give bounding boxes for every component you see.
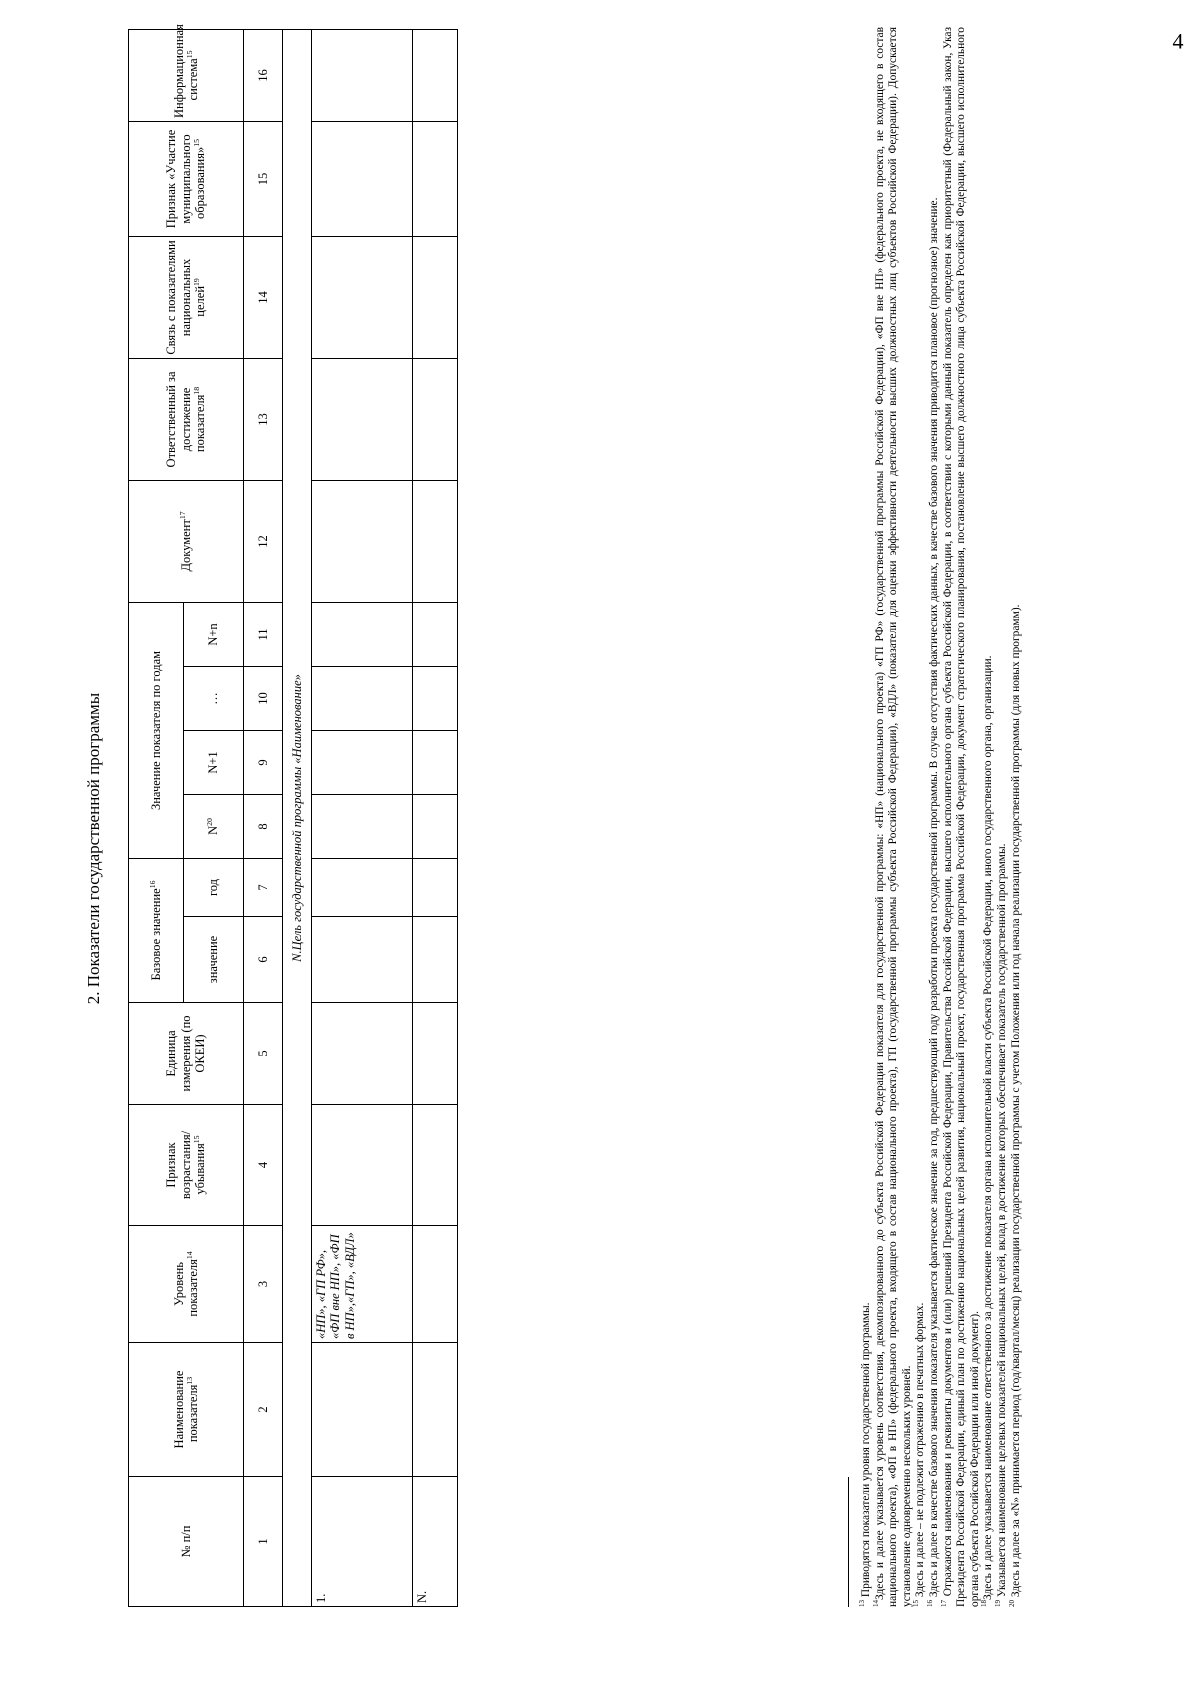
table-cell [312, 602, 413, 666]
footnote: $^{14}$Здесь и далее указывается уровень соответствия, декомпозированного до субъекта Российской Федерации показателя для государственной программы: «НП» (национального проекта) «ГП РФ» (государственной программы Российской Федерации), «ФП вне НП» (федерального проекта, не входящего в состав национального проекта), «ФП в НП» (федерального проекта, входящего в состав национального проекта), ГП (государственной программы субъекта Российской Федерации), «ВДЛ» (показатели для оценки эффективности деятельности высших должностных лиц субъектов Российской Федерации). Допускается установление одновременно нескольких уровней. [871, 27, 913, 1607]
table-cell [312, 29, 413, 121]
header-name: Наименование показателя$^{13}$ [129, 1343, 244, 1477]
header-unit: Единица измерения (по ОКЕИ) [129, 1003, 244, 1105]
table-row [312, 29, 413, 1606]
header-infosys: Информационная система$^{15}$ [129, 29, 244, 121]
header-municipal: Признак «Участие муниципального образования»$^{15}$ [129, 121, 244, 236]
table-cell [312, 858, 413, 916]
table-cell [312, 1343, 413, 1477]
footnote-separator [848, 1477, 849, 1607]
header-years-group: Значение показателя по годам [129, 602, 184, 858]
footnote: $^{13}$ Приводятся показатели уровня государственной программы. [858, 1302, 872, 1607]
indicator-level-cell [413, 1226, 458, 1343]
column-number: 15 [244, 121, 283, 236]
footnote: $^{18}$Здесь и далее указывается наименование ответственного за достижение показателя органа исполнительной власти субъекта Российской Федерации, иного государственного органа, организации. [980, 655, 995, 1607]
header-num: № п/п [129, 1477, 244, 1607]
header-base-year: год [184, 858, 244, 916]
table-row [413, 29, 458, 1606]
table-cell [312, 236, 413, 358]
footnote: $^{16}$ Здесь и далее в качестве базового значения показателя указывается фактическое значение за год, предшествующий году разработки проекта государственной программы. В случае отсутствия фактических данных, в качестве базового значения приводится плановое (прогнозное) значение. [926, 197, 940, 1607]
header-level: Уровень показателя$^{14}$ [129, 1226, 244, 1343]
column-number: 5 [244, 1003, 283, 1105]
column-number: 8 [244, 794, 283, 858]
footnotes [860, 27, 1023, 1607]
column-number: 4 [244, 1105, 283, 1226]
footnote: $^{20}$ Здесь и далее за «N» принимается период (год/квартал/месяц) реализации государственной программы с учетом Положения или год начала реализации государственной программы (для новых программ). [1007, 604, 1022, 1607]
header-document: Документ$^{17}$ [129, 480, 244, 602]
footnote: $^{17}$ Отражаются наименования и реквизиты документов и (или) решений Президента Российской Федерации, Правительства Российской Федерации, высшего исполнительного органа субъекта Российской Федерации, в соответствии с которыми данный показатель определен как приоритетный (Федеральный закон, Указ Президента Российской Федерации, единый план по достижению национальных целей развития, национальный проект, государственная программа Российской Федерации, документ стратегического планирования, постановление высшего должностного лица субъекта Российской Федерации, высшего исполнительного органа субъекта Российской Федерации или иной документ). [939, 27, 981, 1607]
page-number: 4 [1172, 28, 1184, 54]
table-cell [312, 358, 413, 480]
table-cell [312, 1105, 413, 1226]
row-number: 1. [312, 1477, 413, 1607]
header-year-n: $N^{20}$ [184, 794, 244, 858]
table-cell [312, 794, 413, 858]
table-cell [413, 358, 458, 480]
column-number: 13 [244, 358, 283, 480]
column-number: 9 [244, 730, 283, 794]
row-number: N. [413, 1477, 458, 1607]
header-year-n1: N+1 [184, 730, 244, 794]
indicator-level-cell: «НП», «ГП РФ», «ФП вне НП», «ФП в НП»,«ГП», «ВДЛ» [312, 1226, 413, 1343]
column-number: 7 [244, 858, 283, 916]
table-cell [312, 666, 413, 730]
header-link: Связь с показателями национальных целей$^{19}$ [129, 236, 244, 358]
header-responsible: Ответственный за достижение показателя$^{18}$ [129, 358, 244, 480]
column-number: 6 [244, 917, 283, 1003]
column-number-row [244, 29, 283, 1606]
table-cell [312, 917, 413, 1003]
table-cell [413, 730, 458, 794]
section-title: 2. Показатели государственной программы [84, 692, 103, 1005]
indicators-table [128, 24, 458, 1607]
header-base-value: значение [184, 917, 244, 1003]
table-cell [413, 236, 458, 358]
table-cell [413, 858, 458, 916]
table-cell [312, 1003, 413, 1105]
table-cell [413, 794, 458, 858]
column-number: 3 [244, 1226, 283, 1343]
column-number: 2 [244, 1343, 283, 1477]
header-base-group: Базовое значение$^{16}$ [129, 858, 184, 1002]
table-cell [413, 1105, 458, 1226]
table-cell [413, 29, 458, 121]
column-number: 14 [244, 236, 283, 358]
table-cell [413, 480, 458, 602]
footnote: $^{19}$ Указывается наименование целевых показателей национальных целей, вклад в достижение которых обеспечивает показатель государственной программы. [994, 843, 1008, 1607]
column-number: 11 [244, 602, 283, 666]
table-cell [312, 480, 413, 602]
table-cell [413, 1343, 458, 1477]
goal-row: N.Цель государственной программы «Наименование» [283, 29, 312, 1606]
table-cell [413, 917, 458, 1003]
header-year-dots: … [184, 666, 244, 730]
table-cell [413, 666, 458, 730]
footnote: $^{15}$ Здесь и далее – не подлежит отражению в печатных формах. [912, 1302, 927, 1607]
header-trend: Признак возрастания/ убывания$^{15}$ [129, 1105, 244, 1226]
table-cell [413, 1003, 458, 1105]
header-year-nn: N+n [184, 602, 244, 666]
table-cell [312, 121, 413, 236]
column-number: 1 [244, 1477, 283, 1607]
column-number: 12 [244, 480, 283, 602]
table-cell [413, 121, 458, 236]
table-cell [312, 730, 413, 794]
table-cell [413, 602, 458, 666]
column-number: 10 [244, 666, 283, 730]
column-number: 16 [244, 29, 283, 121]
